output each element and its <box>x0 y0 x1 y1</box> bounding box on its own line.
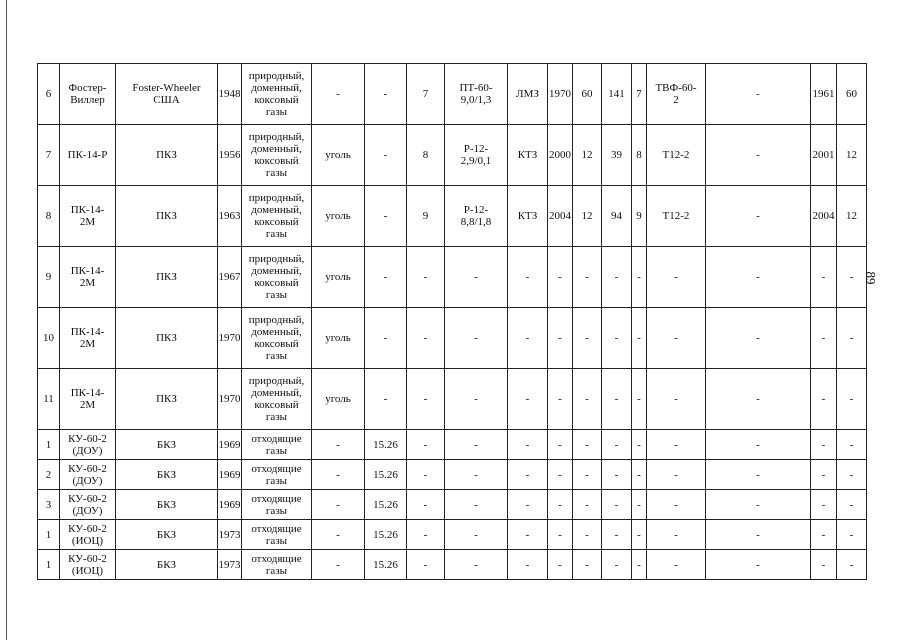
cell-boiler-type: КУ-60-2 (ДОУ) <box>60 460 116 490</box>
cell-turbine-year: - <box>548 369 573 430</box>
cell-turbine-power: - <box>573 460 602 490</box>
cell-boiler-year: 1956 <box>218 125 242 186</box>
cell-turbine-year: - <box>548 308 573 369</box>
cell-boiler-type: Фостер- Виллер <box>60 64 116 125</box>
cell-boiler-maker: БКЗ <box>116 550 218 580</box>
cell-turbine-year: - <box>548 247 573 308</box>
cell-fuel-reserve: уголь <box>312 186 365 247</box>
cell-turbine-number: 9 <box>407 186 445 247</box>
cell-generator-number: - <box>632 430 647 460</box>
cell-generator-year: 2001 <box>811 125 837 186</box>
cell-generator-year: - <box>811 460 837 490</box>
cell-turbine-number: 7 <box>407 64 445 125</box>
cell-generator-power: - <box>837 430 867 460</box>
cell-turbine-type: - <box>445 550 508 580</box>
cell-turbine-maker: КТЗ <box>508 186 548 247</box>
cell-generator-extra: - <box>706 430 811 460</box>
cell-turbine-year: - <box>548 460 573 490</box>
cell-generator-extra: - <box>706 490 811 520</box>
table-row <box>38 460 867 490</box>
cell-turbine-number: - <box>407 247 445 308</box>
cell-generator-number: - <box>632 490 647 520</box>
cell-fuel-main: отходящие газы <box>242 430 312 460</box>
cell-boiler-maker: ПКЗ <box>116 125 218 186</box>
cell-fuel-main: отходящие газы <box>242 460 312 490</box>
cell-generator-power: - <box>837 460 867 490</box>
cell-generator-number: - <box>632 369 647 430</box>
cell-turbine-year: 2000 <box>548 125 573 186</box>
cell-turbine-power: - <box>573 369 602 430</box>
table-row <box>38 550 867 580</box>
cell-capacity: - <box>365 125 407 186</box>
cell-row-number: 9 <box>38 247 60 308</box>
cell-generator-type: - <box>647 369 706 430</box>
cell-generator-type: - <box>647 460 706 490</box>
cell-generator-extra: - <box>706 125 811 186</box>
cell-turbine-power: - <box>573 308 602 369</box>
cell-turbine-number: - <box>407 308 445 369</box>
cell-generator-extra: - <box>706 64 811 125</box>
cell-capacity: - <box>365 308 407 369</box>
cell-boiler-type: ПК-14- 2М <box>60 247 116 308</box>
cell-generator-power: - <box>837 550 867 580</box>
cell-generator-number: - <box>632 308 647 369</box>
cell-generator-number: - <box>632 520 647 550</box>
cell-capacity: - <box>365 369 407 430</box>
cell-turbine-heat: - <box>602 369 632 430</box>
cell-turbine-year: - <box>548 430 573 460</box>
cell-turbine-heat: 39 <box>602 125 632 186</box>
table-row <box>38 520 867 550</box>
cell-generator-power: 12 <box>837 125 867 186</box>
cell-capacity: - <box>365 247 407 308</box>
cell-generator-year: - <box>811 550 837 580</box>
cell-generator-extra: - <box>706 369 811 430</box>
cell-capacity: 15.26 <box>365 520 407 550</box>
cell-turbine-number: - <box>407 550 445 580</box>
cell-turbine-power: 12 <box>573 186 602 247</box>
cell-turbine-number: - <box>407 460 445 490</box>
cell-turbine-heat: - <box>602 308 632 369</box>
cell-turbine-heat: - <box>602 460 632 490</box>
cell-generator-extra: - <box>706 550 811 580</box>
cell-boiler-maker: ПКЗ <box>116 186 218 247</box>
cell-boiler-year: 1973 <box>218 550 242 580</box>
cell-boiler-type: КУ-60-2 (ДОУ) <box>60 430 116 460</box>
cell-turbine-year: - <box>548 520 573 550</box>
page-number: 89 <box>863 271 879 285</box>
cell-fuel-reserve: уголь <box>312 369 365 430</box>
cell-turbine-year: - <box>548 550 573 580</box>
cell-boiler-maker: БКЗ <box>116 520 218 550</box>
cell-generator-type: Т12-2 <box>647 186 706 247</box>
cell-row-number: 3 <box>38 490 60 520</box>
cell-turbine-number: - <box>407 369 445 430</box>
equipment-table <box>37 63 867 580</box>
cell-boiler-type: КУ-60-2 (ИОЦ) <box>60 550 116 580</box>
cell-turbine-type: - <box>445 308 508 369</box>
cell-generator-extra: - <box>706 520 811 550</box>
cell-turbine-year: 1970 <box>548 64 573 125</box>
cell-generator-number: - <box>632 247 647 308</box>
cell-turbine-heat: - <box>602 490 632 520</box>
cell-boiler-year: 1963 <box>218 186 242 247</box>
cell-fuel-main: отходящие газы <box>242 490 312 520</box>
cell-turbine-year: - <box>548 490 573 520</box>
cell-capacity: 15.26 <box>365 490 407 520</box>
cell-capacity: 15.26 <box>365 430 407 460</box>
cell-generator-type: - <box>647 550 706 580</box>
cell-boiler-maker: БКЗ <box>116 430 218 460</box>
table-row <box>38 490 867 520</box>
cell-turbine-maker: ЛМЗ <box>508 64 548 125</box>
cell-generator-year: - <box>811 369 837 430</box>
cell-fuel-reserve: - <box>312 64 365 125</box>
cell-generator-year: 2004 <box>811 186 837 247</box>
cell-boiler-maker: БКЗ <box>116 490 218 520</box>
cell-row-number: 7 <box>38 125 60 186</box>
cell-fuel-main: природный, доменный, коксовый газы <box>242 186 312 247</box>
cell-turbine-type: Р-12- 2,9/0,1 <box>445 125 508 186</box>
cell-turbine-year: 2004 <box>548 186 573 247</box>
cell-turbine-heat: - <box>602 520 632 550</box>
cell-fuel-main: природный, доменный, коксовый газы <box>242 308 312 369</box>
cell-boiler-year: 1969 <box>218 430 242 460</box>
cell-capacity: 15.26 <box>365 460 407 490</box>
cell-turbine-type: - <box>445 520 508 550</box>
cell-turbine-type: - <box>445 369 508 430</box>
cell-boiler-type: ПК-14- 2М <box>60 186 116 247</box>
cell-generator-type: ТВФ-60- 2 <box>647 64 706 125</box>
cell-turbine-maker: - <box>508 490 548 520</box>
cell-turbine-heat: - <box>602 430 632 460</box>
cell-boiler-year: 1970 <box>218 308 242 369</box>
cell-generator-type: - <box>647 490 706 520</box>
cell-boiler-maker: БКЗ <box>116 460 218 490</box>
cell-capacity: - <box>365 64 407 125</box>
cell-turbine-power: - <box>573 520 602 550</box>
cell-turbine-number: - <box>407 520 445 550</box>
cell-generator-power: - <box>837 369 867 430</box>
cell-row-number: 6 <box>38 64 60 125</box>
cell-row-number: 1 <box>38 550 60 580</box>
cell-boiler-year: 1969 <box>218 490 242 520</box>
cell-capacity: 15.26 <box>365 550 407 580</box>
cell-boiler-type: КУ-60-2 (ДОУ) <box>60 490 116 520</box>
cell-row-number: 10 <box>38 308 60 369</box>
cell-row-number: 1 <box>38 520 60 550</box>
table-row <box>38 64 867 125</box>
cell-turbine-number: - <box>407 430 445 460</box>
cell-fuel-main: отходящие газы <box>242 520 312 550</box>
cell-turbine-maker: - <box>508 520 548 550</box>
table-row <box>38 247 867 308</box>
cell-generator-number: 8 <box>632 125 647 186</box>
cell-turbine-power: 60 <box>573 64 602 125</box>
cell-turbine-maker: - <box>508 308 548 369</box>
cell-boiler-year: 1948 <box>218 64 242 125</box>
cell-turbine-type: Р-12- 8,8/1,8 <box>445 186 508 247</box>
cell-turbine-heat: - <box>602 550 632 580</box>
cell-generator-power: - <box>837 247 867 308</box>
cell-turbine-type: - <box>445 247 508 308</box>
cell-generator-number: 7 <box>632 64 647 125</box>
cell-generator-type: - <box>647 247 706 308</box>
cell-turbine-power: - <box>573 550 602 580</box>
cell-turbine-maker: КТЗ <box>508 125 548 186</box>
cell-generator-power: 12 <box>837 186 867 247</box>
cell-generator-type: Т12-2 <box>647 125 706 186</box>
cell-fuel-main: природный, доменный, коксовый газы <box>242 125 312 186</box>
cell-generator-extra: - <box>706 460 811 490</box>
cell-turbine-heat: - <box>602 247 632 308</box>
cell-generator-extra: - <box>706 186 811 247</box>
cell-generator-year: 1961 <box>811 64 837 125</box>
cell-boiler-year: 1973 <box>218 520 242 550</box>
cell-turbine-power: - <box>573 490 602 520</box>
cell-generator-number: 9 <box>632 186 647 247</box>
cell-fuel-reserve: уголь <box>312 247 365 308</box>
cell-boiler-type: КУ-60-2 (ИОЦ) <box>60 520 116 550</box>
cell-boiler-year: 1969 <box>218 460 242 490</box>
cell-fuel-main: отходящие газы <box>242 550 312 580</box>
cell-row-number: 11 <box>38 369 60 430</box>
cell-row-number: 8 <box>38 186 60 247</box>
cell-turbine-maker: - <box>508 430 548 460</box>
cell-fuel-main: природный, доменный, коксовый газы <box>242 64 312 125</box>
cell-boiler-year: 1967 <box>218 247 242 308</box>
cell-turbine-number: 8 <box>407 125 445 186</box>
cell-boiler-maker: Foster-Wheeler США <box>116 64 218 125</box>
cell-generator-type: - <box>647 520 706 550</box>
cell-fuel-reserve: уголь <box>312 125 365 186</box>
cell-turbine-maker: - <box>508 460 548 490</box>
cell-generator-power: - <box>837 490 867 520</box>
cell-row-number: 1 <box>38 430 60 460</box>
cell-generator-extra: - <box>706 308 811 369</box>
cell-generator-power: 60 <box>837 64 867 125</box>
cell-turbine-number: - <box>407 490 445 520</box>
page-margin-line <box>6 0 7 640</box>
cell-generator-year: - <box>811 520 837 550</box>
cell-turbine-power: 12 <box>573 125 602 186</box>
cell-capacity: - <box>365 186 407 247</box>
cell-turbine-heat: 94 <box>602 186 632 247</box>
cell-turbine-type: - <box>445 430 508 460</box>
cell-turbine-type: ПТ-60- 9,0/1,3 <box>445 64 508 125</box>
cell-generator-power: - <box>837 520 867 550</box>
cell-generator-year: - <box>811 490 837 520</box>
cell-fuel-reserve: уголь <box>312 308 365 369</box>
cell-boiler-maker: ПКЗ <box>116 369 218 430</box>
cell-boiler-year: 1970 <box>218 369 242 430</box>
table-row <box>38 186 867 247</box>
cell-fuel-reserve: - <box>312 490 365 520</box>
cell-boiler-maker: ПКЗ <box>116 308 218 369</box>
cell-fuel-reserve: - <box>312 550 365 580</box>
cell-boiler-maker: ПКЗ <box>116 247 218 308</box>
cell-generator-type: - <box>647 430 706 460</box>
cell-generator-extra: - <box>706 247 811 308</box>
cell-fuel-main: природный, доменный, коксовый газы <box>242 247 312 308</box>
cell-turbine-type: - <box>445 490 508 520</box>
cell-generator-year: - <box>811 308 837 369</box>
cell-generator-year: - <box>811 430 837 460</box>
cell-generator-year: - <box>811 247 837 308</box>
table-row <box>38 308 867 369</box>
cell-boiler-type: ПК-14- 2М <box>60 308 116 369</box>
cell-turbine-heat: 141 <box>602 64 632 125</box>
cell-generator-number: - <box>632 460 647 490</box>
cell-generator-type: - <box>647 308 706 369</box>
cell-row-number: 2 <box>38 460 60 490</box>
cell-boiler-type: ПК-14- 2М <box>60 369 116 430</box>
table-row <box>38 369 867 430</box>
cell-fuel-main: природный, доменный, коксовый газы <box>242 369 312 430</box>
cell-fuel-reserve: - <box>312 520 365 550</box>
cell-turbine-power: - <box>573 247 602 308</box>
cell-turbine-type: - <box>445 460 508 490</box>
cell-generator-number: - <box>632 550 647 580</box>
table-row <box>38 430 867 460</box>
cell-turbine-maker: - <box>508 247 548 308</box>
cell-fuel-reserve: - <box>312 460 365 490</box>
table-row <box>38 125 867 186</box>
cell-turbine-maker: - <box>508 550 548 580</box>
cell-boiler-type: ПК-14-Р <box>60 125 116 186</box>
cell-turbine-maker: - <box>508 369 548 430</box>
cell-fuel-reserve: - <box>312 430 365 460</box>
cell-generator-power: - <box>837 308 867 369</box>
cell-turbine-power: - <box>573 430 602 460</box>
